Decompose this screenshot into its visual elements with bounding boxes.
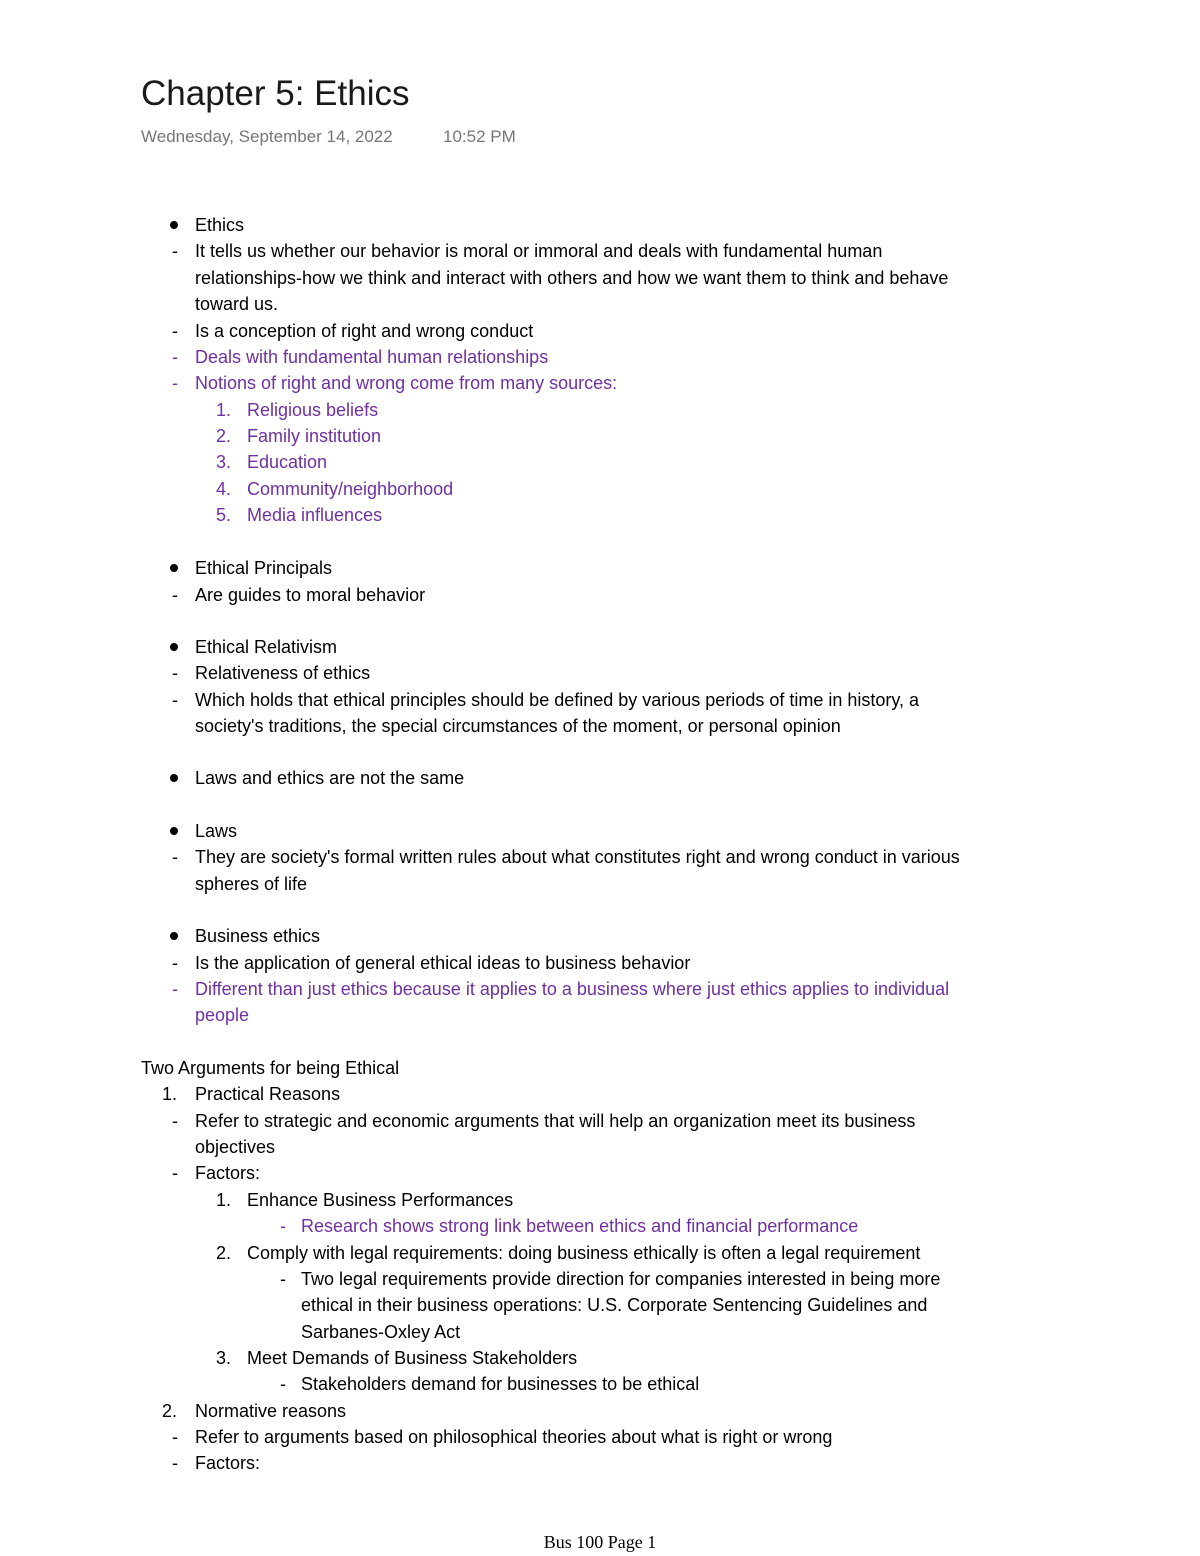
list-number: 1. — [216, 1190, 232, 1210]
dash-marker: - — [172, 1427, 178, 1447]
arguments-heading: Two Arguments for being Ethical — [141, 1058, 400, 1078]
ethics-def1-line3: toward us. — [195, 294, 279, 314]
practical-heading: Practical Reasons — [195, 1084, 341, 1104]
source-item: Community/neighborhood — [247, 479, 454, 499]
ethics-def1-line1: It tells us whether our behavior is moral or immoral and deals with fundamental human — [195, 241, 883, 261]
bullet-icon — [170, 643, 178, 651]
dash-marker: - — [172, 347, 178, 367]
list-number: 5. — [216, 505, 232, 525]
page-title: Chapter 5: Ethics — [141, 74, 410, 113]
ethics-def4: Notions of right and wrong come from many sources: — [195, 373, 618, 393]
list-number: 2. — [216, 1243, 232, 1263]
dash-marker: - — [172, 663, 178, 683]
page-footer: Bus 100 Page 1 — [543, 1532, 657, 1552]
source-item: Education — [247, 452, 328, 472]
principals-def1: Are guides to moral behavior — [195, 585, 426, 605]
dash-marker: - — [172, 953, 178, 973]
dash-marker: - — [172, 321, 178, 341]
note-meta — [141, 127, 516, 147]
dash-marker: - — [172, 847, 178, 867]
relativism-heading: Ethical Relativism — [195, 637, 338, 657]
list-number: 2. — [216, 426, 232, 446]
source-item: Religious beliefs — [247, 400, 379, 420]
business-heading: Business ethics — [195, 926, 321, 946]
factor-1-sub: Research shows strong link between ethics and financial performance — [301, 1216, 859, 1236]
note-time: 10:52 PM — [443, 127, 516, 146]
business-def2-line1: Different than just ethics because it applies to a business where just ethics applies to individual — [195, 979, 950, 999]
note-date: Wednesday, September 14, 2022 — [141, 127, 393, 146]
source-item: Family institution — [247, 426, 382, 446]
factor-2-sub-line3: Sarbanes-Oxley Act — [301, 1322, 461, 1342]
factor-3: Meet Demands of Business Stakeholders — [247, 1348, 578, 1368]
bullet-icon — [170, 564, 178, 572]
dash-marker: - — [280, 1374, 286, 1394]
bullet-icon — [170, 221, 178, 229]
bullet-icon — [170, 932, 178, 940]
relativism-def2-line1: Which holds that ethical principles should be defined by various periods of time in history, a — [195, 690, 920, 710]
bullet-icon — [170, 774, 178, 782]
factor-3-sub: Stakeholders demand for businesses to be ethical — [301, 1374, 700, 1394]
dash-marker: - — [280, 1269, 286, 1289]
list-number: 4. — [216, 479, 232, 499]
relativism-def1: Relativeness of ethics — [195, 663, 371, 683]
list-number: 2. — [162, 1401, 178, 1421]
business-def2-line2: people — [195, 1005, 250, 1025]
practical-factors-label: Factors: — [195, 1163, 261, 1183]
list-number: 1. — [162, 1084, 178, 1104]
practical-def-line2: objectives — [195, 1137, 276, 1157]
normative-factors-label: Factors: — [195, 1453, 261, 1473]
principals-heading: Ethical Principals — [195, 558, 333, 578]
bullet-icon — [170, 827, 178, 835]
dash-marker: - — [172, 979, 178, 999]
practical-def-line1: Refer to strategic and economic arguments that will help an organization meet its business — [195, 1111, 916, 1131]
list-number: 3. — [216, 1348, 232, 1368]
dash-marker: - — [172, 690, 178, 710]
dash-marker: - — [280, 1216, 286, 1236]
normative-heading: Normative reasons — [195, 1401, 347, 1421]
ethics-def1-line2: relationships-how we think and interact with others and how we want them to think and behave — [195, 268, 949, 288]
dash-marker: - — [172, 585, 178, 605]
ethics-heading: Ethics — [195, 215, 245, 235]
normative-def: Refer to arguments based on philosophical theories about what is right or wrong — [195, 1427, 833, 1447]
list-number: 1. — [216, 400, 232, 420]
dash-marker: - — [172, 1453, 178, 1473]
ethics-def3: Deals with fundamental human relationships — [195, 347, 549, 367]
dash-marker: - — [172, 1163, 178, 1183]
source-item: Media influences — [247, 505, 383, 525]
list-number: 3. — [216, 452, 232, 472]
business-def1: Is the application of general ethical ideas to business behavior — [195, 953, 691, 973]
factor-1: Enhance Business Performances — [247, 1190, 514, 1210]
laws-heading: Laws — [195, 821, 238, 841]
laws-def1-line1: They are society's formal written rules about what constitutes right and wrong conduct in various — [195, 847, 960, 867]
factor-2-sub-line1: Two legal requirements provide direction for companies interested in being more — [301, 1269, 941, 1289]
dash-marker: - — [172, 373, 178, 393]
relativism-def2-line2: society's traditions, the special circumstances of the moment, or personal opinion — [195, 716, 841, 736]
laws-not-same: Laws and ethics are not the same — [195, 768, 465, 788]
laws-def1-line2: spheres of life — [195, 874, 308, 894]
dash-marker: - — [172, 241, 178, 261]
ethics-def2: Is a conception of right and wrong conduct — [195, 321, 534, 341]
factor-2-sub-line2: ethical in their business operations: U.S. Corporate Sentencing Guidelines and — [301, 1295, 928, 1315]
dash-marker: - — [172, 1111, 178, 1131]
factor-2: Comply with legal requirements: doing business ethically is often a legal requirement — [247, 1243, 921, 1263]
